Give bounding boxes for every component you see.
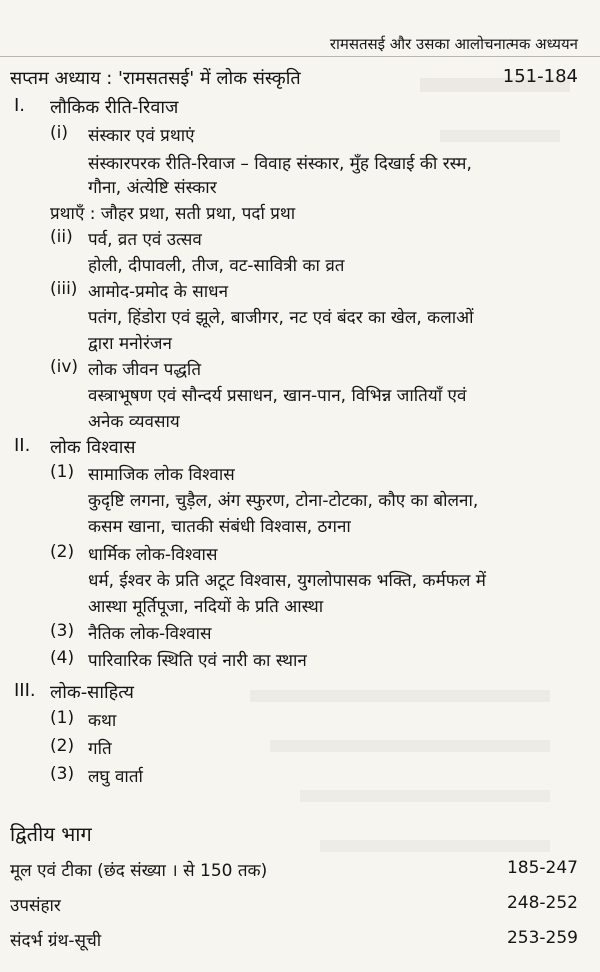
item-title: लघु वार्ता <box>88 767 143 787</box>
header-rule <box>0 56 600 57</box>
toc-entry-label: उपसंहार <box>10 896 61 916</box>
section-title: लौकिक रीति-रिवाज <box>50 97 179 118</box>
item-detail: द्वारा मनोरंजन <box>88 334 172 354</box>
item-number: (4) <box>50 648 75 668</box>
show-through-mark <box>320 840 550 852</box>
item-detail: अनेक व्यवसाय <box>88 412 180 432</box>
item-number: (iii) <box>50 279 78 299</box>
item-title: संस्कार एवं प्रथाएं <box>88 126 195 146</box>
item-title: पारिवारिक स्थिति एवं नारी का स्थान <box>88 651 307 671</box>
item-title: गति <box>88 739 112 759</box>
part-title: द्वितीय भाग <box>10 822 92 846</box>
item-number: (2) <box>50 542 75 562</box>
item-title: पर्व, व्रत एवं उत्सव <box>88 230 202 250</box>
show-through-mark <box>440 130 560 142</box>
chapter-title: सप्तम अध्याय : 'रामसतसई' में लोक संस्कृति <box>10 68 301 89</box>
item-title: नैतिक लोक-विश्वास <box>88 624 212 644</box>
item-detail: कसम खाना, चातकी संबंधी विश्वास, ठगना <box>88 517 351 537</box>
item-detail: कुदृष्टि लगना, चुड़ैल, अंग स्फुरण, टोना-टोटका, कौए का बोलना, <box>88 491 479 511</box>
item-detail: प्रथाएँ : जौहर प्रथा, सती प्रथा, पर्दा प्रथा <box>50 204 296 224</box>
item-number: (1) <box>50 462 75 482</box>
item-number: (i) <box>50 123 68 143</box>
item-number: (3) <box>50 621 75 641</box>
item-number: (3) <box>50 764 75 784</box>
toc-entry-label: संदर्भ ग्रंथ-सूची <box>10 931 102 951</box>
section-number: III. <box>14 680 36 701</box>
section-number: II. <box>14 435 31 456</box>
item-number: (iv) <box>50 357 79 377</box>
item-detail: पतंग, हिंडोरा एवं झूले, बाजीगर, नट एवं बंदर का खेल, कलाओं <box>88 308 474 328</box>
section-title: लोक-साहित्य <box>50 682 134 703</box>
item-number: (2) <box>50 736 75 756</box>
section-number: I. <box>14 95 26 116</box>
item-title: सामाजिक लोक विश्वास <box>88 465 235 485</box>
section-title: लोक विश्वास <box>50 437 136 458</box>
item-detail: आस्था मूर्तिपूजा, नदियों के प्रति आस्था <box>88 597 324 617</box>
toc-entry-label: मूल एवं टीका (छंद संख्या । से 150 तक) <box>10 861 268 881</box>
running-header: रामसतसई और उसका आलोचनात्मक अध्ययन <box>329 35 578 53</box>
toc-entry-pages: 248-252 <box>506 893 578 913</box>
item-title: लोक जीवन पद्धति <box>88 360 202 380</box>
show-through-mark <box>270 740 550 752</box>
item-detail: संस्कारपरक रीति-रिवाज – विवाह संस्कार, मुँह दिखाई की रस्म, <box>88 154 472 174</box>
item-title: कथा <box>88 711 117 731</box>
item-number: (ii) <box>50 227 73 247</box>
item-number: (1) <box>50 708 75 728</box>
toc-entry-pages: 185-247 <box>506 858 578 878</box>
show-through-mark <box>250 690 550 702</box>
item-title: आमोद-प्रमोद के साधन <box>88 282 229 302</box>
item-detail: होली, दीपावली, तीज, वट-सावित्री का व्रत <box>88 256 345 276</box>
item-detail: धर्म, ईश्वर के प्रति अटूट विश्वास, युगलोपासक भक्ति, कर्मफल में <box>88 571 486 591</box>
item-title: धार्मिक लोक-विश्वास <box>88 545 218 565</box>
chapter-pages: 151-184 <box>502 66 578 87</box>
item-detail: गौना, अंत्येष्टि संस्कार <box>88 178 217 198</box>
item-detail: वस्त्राभूषण एवं सौन्दर्य प्रसाधन, खान-पान, विभिन्न जातियाँ एवं <box>88 386 467 406</box>
show-through-mark <box>300 790 550 802</box>
toc-entry-pages: 253-259 <box>506 928 578 948</box>
